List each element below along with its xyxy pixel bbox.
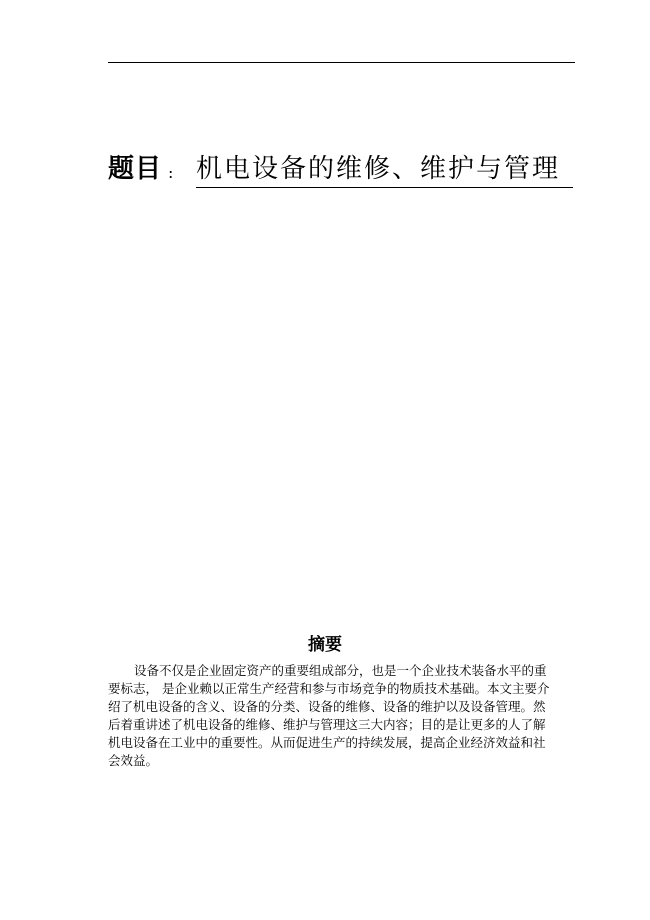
abstract-line: 机电设备在工业中的重要性。从而促进生产的持续发展，提高企业经济效益和社: [108, 735, 546, 750]
abstract-line: 后着重讲述了机电设备的维修、维护与管理这三大内容；目的是让更多的人了解: [108, 717, 546, 732]
title-line: [108, 152, 575, 190]
abstract-line: 会效益。: [108, 753, 159, 768]
page-title: 机电设备的维修、维护与管理: [196, 152, 573, 188]
title-colon: :: [168, 163, 174, 182]
abstract-body: [108, 662, 575, 770]
abstract-line: 要标志， 是企业赖以正常生产经营和参与市场竞争的物质技术基础。本文主要介: [108, 681, 550, 696]
abstract-line: 设备不仅是企业固定资产的重要组成部分，也是一个企业技术装备水平的重: [134, 663, 547, 678]
title-label: 题目: [108, 154, 163, 184]
abstract-line: 绍了机电设备的含义、设备的分类、设备的维修、设备的维护以及设备管理。然: [108, 699, 546, 714]
abstract-heading: 摘要: [308, 635, 342, 655]
header-rule: [108, 62, 575, 63]
